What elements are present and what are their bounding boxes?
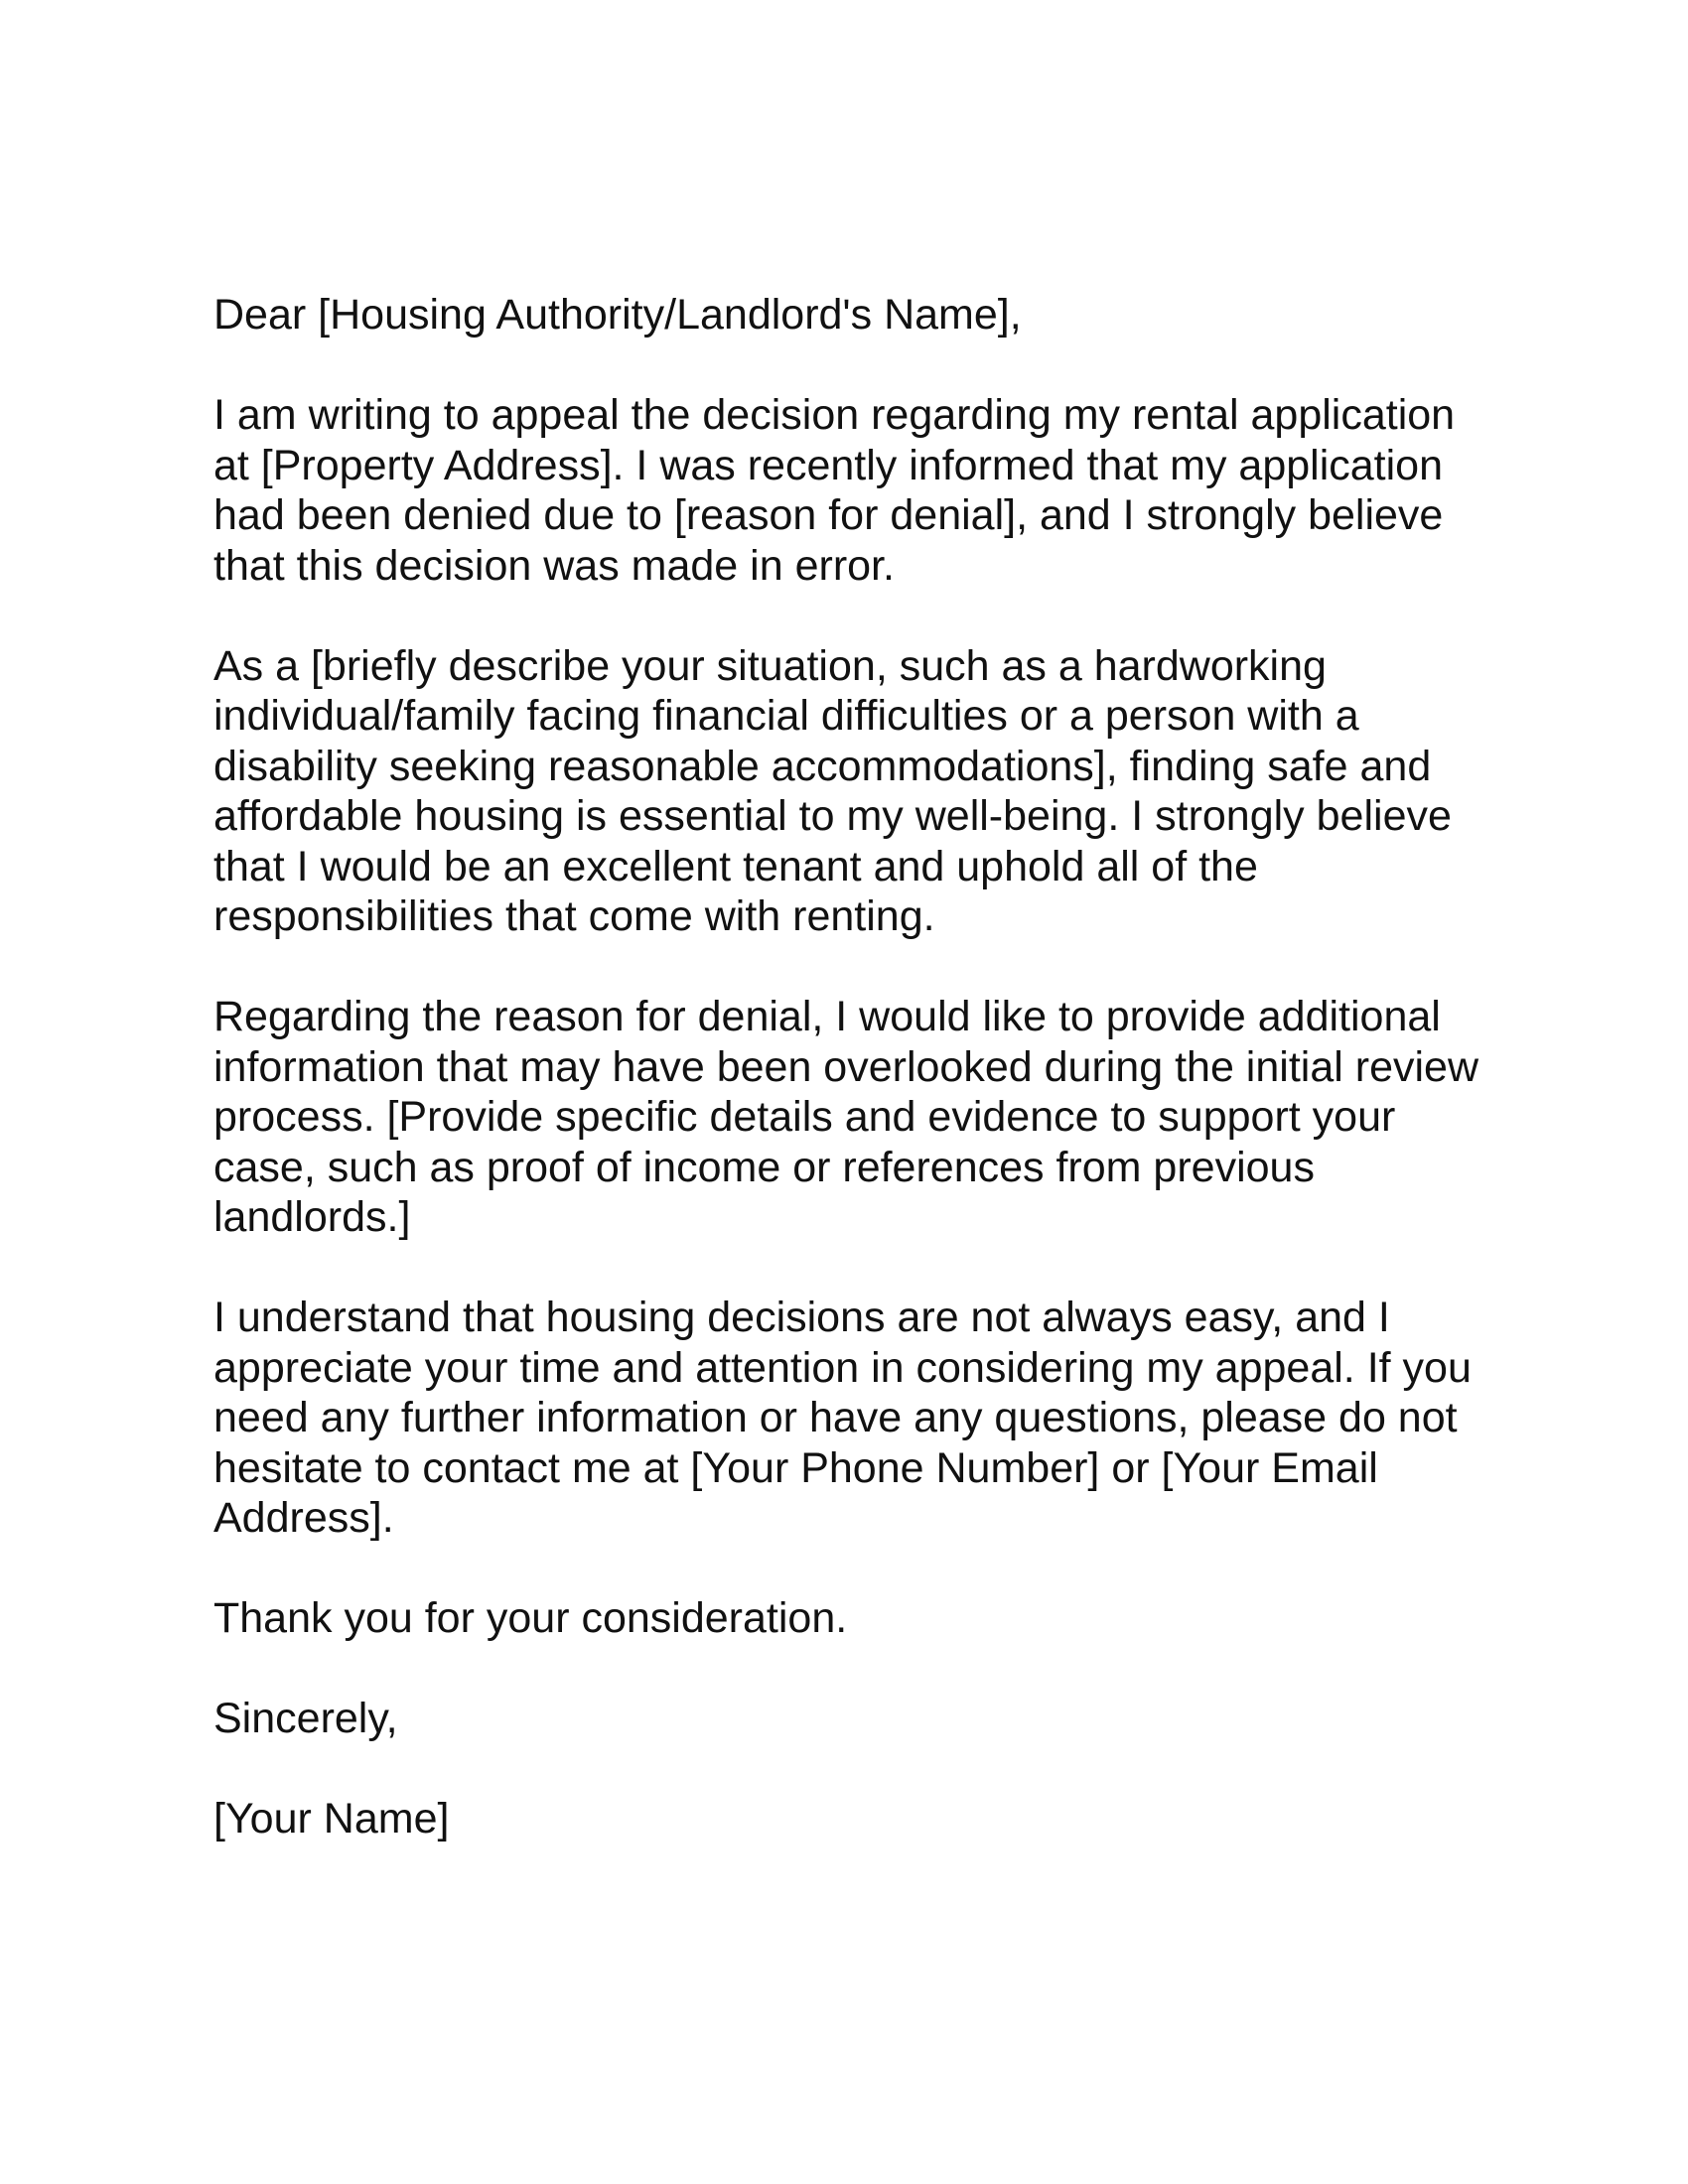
paragraph-1-line-2: at [Property Address]. I was recently informed that my application: [213, 441, 1444, 489]
paragraph-2-line-1: As a [briefly describe your situation, such as a hardworking: [213, 641, 1327, 690]
closing-line: [213, 1694, 1524, 1744]
paragraph-2-line-6: responsibilities that come with renting.: [213, 892, 935, 940]
paragraph-3-line-4: case, such as proof of income or references from previous: [213, 1143, 1315, 1191]
paragraph-2-line-2: individual/family facing financial difficulties or a person with a: [213, 692, 1359, 740]
paragraph-gap: [213, 591, 1524, 641]
paragraph-3: [213, 992, 1524, 1243]
paragraph-1: [213, 390, 1524, 591]
paragraph-3-line-3: process. [Provide specific details and evidence to support your: [213, 1093, 1396, 1141]
paragraph-gap: [213, 1744, 1524, 1795]
paragraph-1-line-4: that this decision was made in error.: [213, 541, 895, 590]
paragraph-2-line-5: that I would be an excellent tenant and uphold all of the: [213, 842, 1258, 890]
paragraph-4-line-5: Address].: [213, 1494, 394, 1542]
paragraph-gap: [213, 1544, 1524, 1594]
paragraph-gap: [213, 1644, 1524, 1695]
letter-body: [213, 290, 1524, 1844]
paragraph-3-line-1: Regarding the reason for denial, I would like to provide additional: [213, 993, 1441, 1040]
paragraph-4-line-3: need any further information or have any questions, please do not: [213, 1394, 1458, 1441]
paragraph-gap: [213, 1243, 1524, 1294]
paragraph-4-line-2: appreciate your time and attention in considering my appeal. If you: [213, 1343, 1472, 1392]
paragraph-4-line-4: hesitate to contact me at [Your Phone Number] or [Your Email: [213, 1443, 1378, 1492]
signature-line: [213, 1794, 1524, 1844]
paragraph-3-line-2: information that may have been overlooked during the initial review: [213, 1042, 1479, 1091]
paragraph-4-line-1: I understand that housing decisions are not always easy, and I: [213, 1294, 1390, 1341]
closing-text: Sincerely,: [213, 1695, 398, 1742]
paragraph-gap: [213, 341, 1524, 391]
salutation-line: Dear [Housing Authority/Landlord's Name],: [213, 291, 1022, 339]
paragraph-1-line-3: had been denied due to [reason for denial], and I strongly believe: [213, 491, 1444, 539]
paragraph-2-line-3: disability seeking reasonable accommodations], finding safe and: [213, 742, 1432, 790]
paragraph-4: [213, 1293, 1524, 1544]
thanks-text: Thank you for your consideration.: [213, 1594, 848, 1642]
paragraph-gap: [213, 942, 1524, 993]
paragraph-2: [213, 641, 1524, 942]
paragraph-1-line-1: I am writing to appeal the decision regarding my rental application: [213, 391, 1456, 439]
paragraph-2-line-4: affordable housing is essential to my well-being. I strongly believe: [213, 792, 1452, 840]
salutation: [213, 290, 1524, 341]
paragraph-3-line-5: landlords.]: [213, 1193, 411, 1241]
signature-text: [Your Name]: [213, 1795, 450, 1843]
thanks-line: [213, 1593, 1524, 1644]
